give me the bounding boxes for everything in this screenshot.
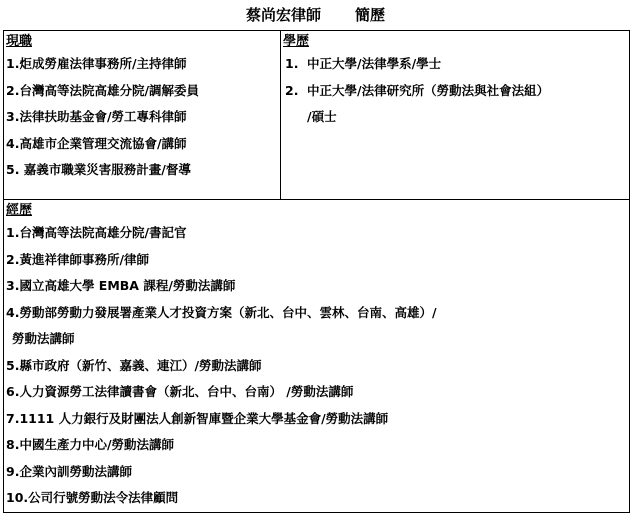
resume-table — [3, 30, 630, 513]
list-item: 3.國立高雄大學 EMBA 課程/勞動法講師 — [6, 278, 236, 293]
experience-heading: 經歷 — [6, 203, 33, 218]
current-positions-cell — [4, 31, 281, 200]
education-heading: 學歷 — [283, 34, 310, 49]
current-positions-list — [4, 51, 280, 199]
list-item: 8.中國生產力中心/勞動法講師 — [6, 437, 175, 452]
top-row — [4, 31, 630, 200]
list-item: 4.高雄市企業管理交流協會/講師 — [6, 135, 187, 151]
current-positions-heading: 現職 — [6, 34, 33, 49]
experience-cell — [4, 200, 630, 513]
list-item: 1. 中正大學/法律學系/學士 — [285, 56, 442, 71]
list-item-continuation: /碩士 — [307, 109, 337, 124]
bottom-row — [4, 200, 630, 513]
list-item: 1.炬成勞雇法律事務所/主持律師 — [6, 56, 187, 71]
document-title — [0, 2, 631, 28]
lawyer-name: 蔡尚宏律師 — [245, 6, 321, 24]
experience-list — [4, 220, 629, 512]
list-item: 2.黃進祥律師事務所/律師 — [6, 251, 150, 267]
list-item: 2. 中正大學/法律研究所（勞動法與社會法組） — [285, 82, 550, 98]
education-cell — [281, 31, 630, 200]
document-subtitle: 簡歷 — [355, 6, 386, 24]
list-item: 3.法律扶助基金會/勞工專科律師 — [6, 109, 187, 124]
list-item: 1.台灣高等法院高雄分院/書記官 — [6, 225, 187, 240]
list-item: 2.台灣高等法院高雄分院/調解委員 — [6, 82, 200, 98]
list-item: 7.1111 人力銀行及財團法人創新智庫暨企業大學基金會/勞動法講師 — [6, 410, 389, 426]
list-item: 9.企業內訓勞動法講師 — [6, 463, 132, 479]
list-item-continuation: 勞動法講師 — [12, 331, 75, 346]
list-item: 4.勞動部勞動力發展署產業人才投資方案（新北、台中、雲林、台南、高雄）/ — [6, 304, 437, 320]
list-item: 6.人力資源勞工法律讀書會（新北、台中、台南） /勞動法講師 — [6, 384, 354, 399]
list-item: 10.公司行號勞動法令法律顧問 — [6, 490, 179, 505]
list-item: 5.縣市政府（新竹、嘉義、連江）/勞動法講師 — [6, 357, 262, 373]
list-item: 5. 嘉義市職業災害服務計畫/督導 — [6, 162, 191, 177]
